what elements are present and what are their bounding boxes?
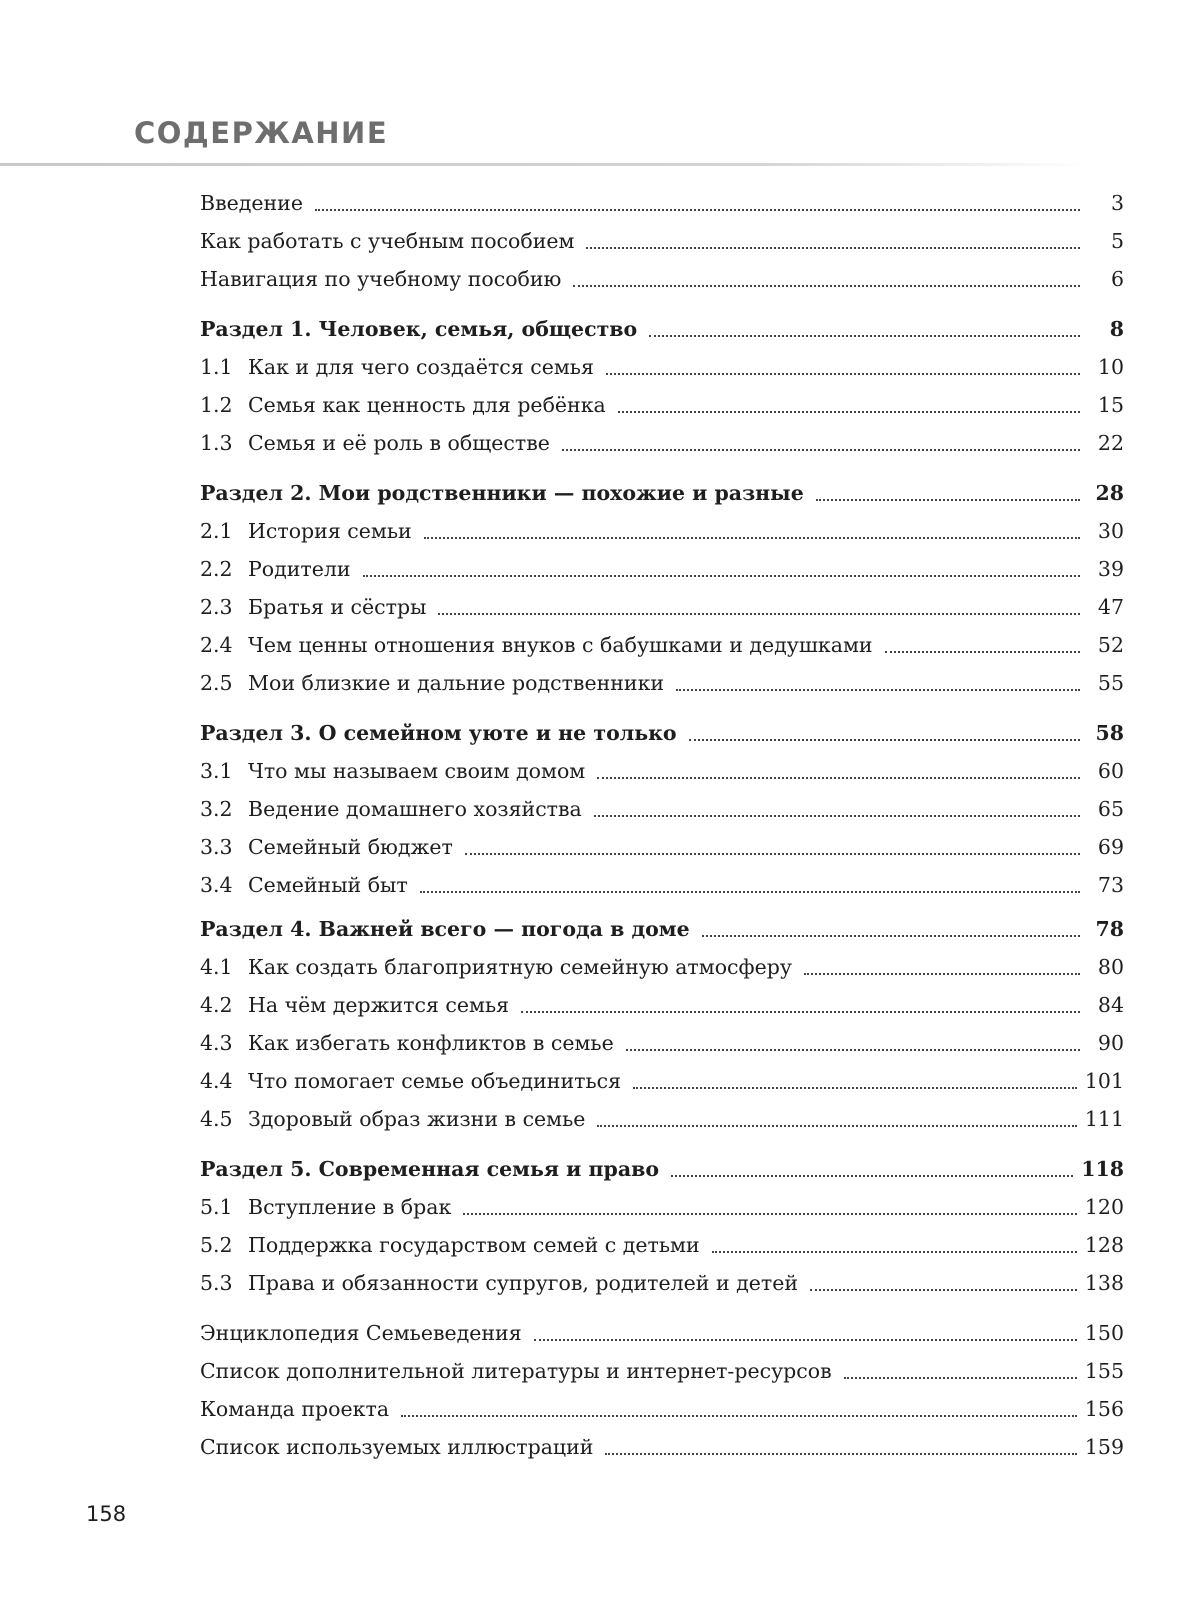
toc-entry-label: На чём держится семья <box>248 993 510 1017</box>
dot-leader <box>420 891 1080 893</box>
toc-entry-page: 3 <box>1110 191 1124 215</box>
toc-entry-label: Чем ценны отношения внуков с бабушками и дедушками <box>248 633 873 657</box>
toc-entry[interactable] <box>200 1268 1124 1298</box>
dot-leader <box>594 815 1080 817</box>
toc-entry-page: 78 <box>1095 917 1124 941</box>
toc-entry-number: 3.1 <box>200 759 233 783</box>
dot-leader <box>844 1377 1077 1379</box>
toc-entry-label: Энциклопедия Семьеведения <box>200 1321 522 1345</box>
toc-entry-number: 4.1 <box>200 955 233 979</box>
toc-entry-page: 15 <box>1097 393 1124 417</box>
toc-entry[interactable] <box>200 188 1124 218</box>
dot-leader <box>424 537 1080 539</box>
toc-entry-page: 55 <box>1097 671 1124 695</box>
dot-leader <box>649 335 1080 337</box>
toc-entry-number: 1.3 <box>200 431 233 455</box>
dot-leader <box>676 689 1080 691</box>
toc-entry-page: 111 <box>1084 1107 1124 1131</box>
toc-section-entry[interactable] <box>200 314 1124 344</box>
toc-entry[interactable] <box>200 390 1124 420</box>
toc-entry-label: Как работать с учебным пособием <box>200 229 575 253</box>
toc-entry-number: 4.4 <box>200 1069 233 1093</box>
toc-entry[interactable] <box>200 1230 1124 1260</box>
toc-entry-page: 60 <box>1097 759 1124 783</box>
toc-entry-page: 150 <box>1084 1321 1124 1345</box>
toc-entry[interactable] <box>200 516 1124 546</box>
toc-entry-page: 5 <box>1110 229 1124 253</box>
toc-entry-page: 22 <box>1097 431 1124 455</box>
dot-leader <box>315 209 1080 211</box>
toc-entry-label: Список дополнительной литературы и интернет-ресурсов <box>200 1359 832 1383</box>
toc-entry-page: 90 <box>1097 1031 1124 1055</box>
dot-leader <box>885 651 1080 653</box>
dot-leader <box>573 285 1080 287</box>
toc-entry[interactable] <box>200 1192 1124 1222</box>
toc-entry-page: 84 <box>1097 993 1124 1017</box>
toc-entry-number: 5.1 <box>200 1195 233 1219</box>
toc-section-label: Раздел 3. О семейном уюте и не только <box>200 721 677 745</box>
toc-entry-label: Семья как ценность для ребёнка <box>248 393 606 417</box>
dot-leader <box>438 613 1080 615</box>
toc-section-label: Раздел 5. Современная семья и право <box>200 1157 660 1181</box>
toc-entry-page: 52 <box>1097 633 1124 657</box>
dot-leader <box>586 247 1080 249</box>
toc-entry-page: 28 <box>1095 481 1124 505</box>
dot-leader <box>606 373 1080 375</box>
dot-leader <box>712 1251 1077 1253</box>
toc-entry[interactable] <box>200 1066 1124 1096</box>
toc-entry[interactable] <box>200 952 1124 982</box>
toc-entry-number: 5.2 <box>200 1233 233 1257</box>
toc-entry[interactable] <box>200 668 1124 698</box>
toc-entry-number: 5.3 <box>200 1271 233 1295</box>
toc-entry-label: Что помогает семье объединиться <box>248 1069 622 1093</box>
dot-leader <box>689 739 1080 741</box>
toc-entry-label: Мои близкие и дальние родственники <box>248 671 665 695</box>
toc-entry-page: 58 <box>1095 721 1124 745</box>
toc-entry-number: 4.5 <box>200 1107 233 1131</box>
toc-entry-number: 3.3 <box>200 835 233 859</box>
toc-entry[interactable] <box>200 1028 1124 1058</box>
toc-entry-label: Команда проекта <box>200 1397 390 1421</box>
dot-leader <box>562 449 1080 451</box>
toc-entry[interactable] <box>200 1394 1124 1424</box>
toc-entry-page: 47 <box>1097 595 1124 619</box>
toc-entry-label: Навигация по учебному пособию <box>200 267 562 291</box>
toc-section-label: Раздел 1. Человек, семья, общество <box>200 317 638 341</box>
toc-entry-label: Здоровый образ жизни в семье <box>248 1107 586 1131</box>
toc-entry-page: 30 <box>1097 519 1124 543</box>
toc-entry-label: Как создать благоприятную семейную атмосферу <box>248 955 792 979</box>
dot-leader <box>363 575 1080 577</box>
dot-leader <box>463 1213 1077 1215</box>
toc-entry[interactable] <box>200 428 1124 458</box>
toc-entry-number: 2.1 <box>200 519 233 543</box>
toc-entry[interactable] <box>200 870 1124 900</box>
toc-entry-page: 118 <box>1081 1157 1124 1181</box>
toc-section-entry[interactable] <box>200 914 1124 944</box>
toc-entry-label: Список используемых иллюстраций <box>200 1435 594 1459</box>
toc-entry-number: 3.4 <box>200 873 233 897</box>
toc-entry-number: 4.2 <box>200 993 233 1017</box>
toc-entry[interactable] <box>200 592 1124 622</box>
toc-entry-number: 2.2 <box>200 557 233 581</box>
toc-entry-number: 2.5 <box>200 671 233 695</box>
dot-leader <box>633 1087 1077 1089</box>
toc-entry-label: Поддержка государством семей с детьми <box>248 1233 700 1257</box>
toc-entry[interactable] <box>200 990 1124 1020</box>
toc-entry[interactable] <box>200 794 1124 824</box>
toc-entry[interactable] <box>200 1318 1124 1348</box>
toc-entry-label: Родители <box>248 557 351 581</box>
toc-entry-page: 156 <box>1084 1397 1124 1421</box>
toc-entry-page: 120 <box>1084 1195 1124 1219</box>
toc-entry-label: Ведение домашнего хозяйства <box>248 797 582 821</box>
page-number: 158 <box>86 1502 127 1526</box>
toc-entry-label: Братья и сёстры <box>248 595 427 619</box>
toc-entry[interactable] <box>200 1104 1124 1134</box>
dot-leader <box>605 1453 1076 1455</box>
toc-entry-page: 69 <box>1097 835 1124 859</box>
toc-entry-number: 4.3 <box>200 1031 233 1055</box>
toc-entry-label: История семьи <box>248 519 412 543</box>
toc-entry[interactable] <box>200 226 1124 256</box>
toc-entry-label: Как избегать конфликтов в семье <box>248 1031 614 1055</box>
toc-entry-label: Что мы называем своим домом <box>248 759 586 783</box>
toc-entry-page: 101 <box>1084 1069 1124 1093</box>
dot-leader <box>816 499 1080 501</box>
toc-entry-page: 8 <box>1109 317 1124 341</box>
toc-entry-label: Семейный бюджет <box>248 835 453 859</box>
toc-entry-page: 65 <box>1097 797 1124 821</box>
dot-leader <box>810 1289 1077 1291</box>
toc-entry-label: Вступление в брак <box>248 1195 452 1219</box>
toc-entry-number: 3.2 <box>200 797 233 821</box>
dot-leader <box>671 1175 1073 1177</box>
toc-entry-page: 6 <box>1110 267 1124 291</box>
toc-entry-label: Права и обязанности супругов, родителей и детей <box>248 1271 799 1295</box>
toc-entry-page: 73 <box>1097 873 1124 897</box>
toc-entry-label: Введение <box>200 191 303 215</box>
toc-entry-page: 155 <box>1084 1359 1124 1383</box>
toc-entry[interactable] <box>200 554 1124 584</box>
toc-entry-page: 80 <box>1097 955 1124 979</box>
toc-entry-number: 1.1 <box>200 355 233 379</box>
toc-entry[interactable] <box>200 1356 1124 1386</box>
toc-entry[interactable] <box>200 756 1124 786</box>
dot-leader <box>534 1339 1077 1341</box>
toc-entry-page: 39 <box>1097 557 1124 581</box>
toc-entry-page: 138 <box>1084 1271 1124 1295</box>
toc-section-entry[interactable] <box>200 1154 1124 1184</box>
dot-leader <box>401 1415 1077 1417</box>
dot-leader <box>804 973 1080 975</box>
table-of-contents <box>200 0 1124 1500</box>
toc-entry[interactable] <box>200 264 1124 294</box>
toc-entry[interactable] <box>200 832 1124 862</box>
toc-entry[interactable] <box>200 1432 1124 1462</box>
dot-leader <box>597 777 1080 779</box>
toc-entry-label: Семейный быт <box>248 873 408 897</box>
toc-section-label: Раздел 2. Мои родственники — похожие и разные <box>200 481 804 505</box>
toc-section-entry[interactable] <box>200 718 1124 748</box>
toc-entry-page: 159 <box>1084 1435 1124 1459</box>
toc-entry-number: 2.3 <box>200 595 233 619</box>
dot-leader <box>702 935 1080 937</box>
dot-leader <box>465 853 1080 855</box>
toc-entry-label: Как и для чего создаётся семья <box>248 355 594 379</box>
toc-section-label: Раздел 4. Важней всего — погода в доме <box>200 917 690 941</box>
toc-entry-label: Семья и её роль в обществе <box>248 431 550 455</box>
dot-leader <box>521 1011 1080 1013</box>
page-title: СОДЕРЖАНИЕ <box>134 116 389 150</box>
dot-leader <box>597 1125 1076 1127</box>
toc-entry-number: 1.2 <box>200 393 233 417</box>
dot-leader <box>626 1049 1080 1051</box>
toc-section-entry[interactable] <box>200 478 1124 508</box>
toc-entry-number: 2.4 <box>200 633 233 657</box>
toc-entry-page: 128 <box>1084 1233 1124 1257</box>
toc-entry-page: 10 <box>1097 355 1124 379</box>
toc-entry[interactable] <box>200 352 1124 382</box>
toc-entry[interactable] <box>200 630 1124 660</box>
dot-leader <box>618 411 1080 413</box>
